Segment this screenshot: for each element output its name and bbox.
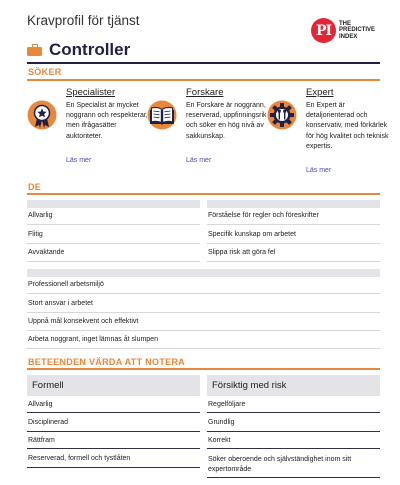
de-left-header-bar [27, 200, 200, 208]
row-divider [207, 224, 380, 225]
row-divider [207, 261, 380, 262]
page-title: Controller [49, 40, 131, 59]
list-item: Korrekt [208, 437, 231, 444]
seeker-name: Specialister [66, 87, 116, 98]
de-full-header-bar [27, 269, 380, 277]
seekers-section-label: SÖKER [28, 67, 62, 77]
seeker-description: En Forskare är noggrann, reserverad, uppfinningsrik och söker en hög nivå av sakkunskap. [186, 102, 267, 140]
read-more-link[interactable]: Läs mer [66, 157, 92, 164]
seekers-divider [27, 79, 380, 81]
gear-tools-icon [267, 100, 297, 130]
list-item: Grundlig [208, 419, 235, 426]
read-more-link[interactable]: Läs mer [306, 167, 332, 174]
seeker-name: Forskare [186, 87, 224, 98]
list-item: Flitig [28, 231, 43, 238]
briefcase-icon [27, 44, 42, 56]
row-divider [27, 348, 380, 349]
medal-star-icon [27, 100, 57, 130]
title-divider [27, 62, 380, 64]
row-divider [27, 431, 200, 432]
behaviors-section-label: BETEENDEN VÄRDA ATT NOTERA [28, 357, 185, 367]
list-item: Slippa risk att göra fel [208, 249, 276, 256]
list-item: Reserverad, formell och tystlåten [28, 455, 131, 462]
row-divider [27, 293, 380, 294]
list-item: Regelföljare [208, 401, 246, 408]
row-divider [27, 261, 200, 262]
seeker-name: Expert [306, 87, 334, 98]
row-divider [27, 243, 200, 244]
list-item: Stort ansvar i arbetet [28, 300, 93, 307]
list-item: Rättfram [28, 437, 55, 444]
row-divider [27, 448, 200, 449]
read-more-link[interactable]: Läs mer [186, 157, 212, 164]
de-right-header-bar [207, 200, 380, 208]
de-section-label: DE [28, 182, 42, 192]
list-item: Söker oberoende och självständighet inom sitt expertområde [208, 456, 352, 473]
open-book-icon [147, 100, 177, 130]
list-item: Allvarlig [28, 212, 53, 219]
row-divider [207, 412, 380, 413]
row-divider [207, 477, 380, 478]
list-item: Professionell arbetsmiljö [28, 281, 104, 288]
list-item: Avvaktande [28, 249, 65, 256]
list-item: Arbeta noggrant, inget lämnas åt slumpen [28, 336, 158, 343]
de-divider [27, 193, 380, 195]
predictive-index-logo [311, 18, 375, 43]
title-row [27, 40, 130, 60]
row-divider [27, 224, 200, 225]
row-divider [207, 431, 380, 432]
behavior-column-formal-title: Formell [27, 375, 200, 396]
list-item: Förståelse för regler och föreskrifter [208, 212, 319, 219]
row-divider [207, 448, 380, 449]
list-item: Specifik kunskap om arbetet [208, 231, 296, 238]
behaviors-divider [27, 368, 380, 370]
row-divider [27, 412, 200, 413]
logo-mark: PI [311, 18, 336, 43]
seeker-description: En Expert är detaljorienterad och konservativ, med förkärlek för hög kvalitet och teknisk expertis. [306, 102, 389, 150]
row-divider [27, 312, 380, 313]
list-item: Uppnå mål konsekvent och effektivt [28, 318, 139, 325]
row-divider [27, 330, 380, 331]
seeker-description: En Specialist är mycket noggrann och respekterar, men ifrågasätter auktoriteter. [66, 102, 148, 140]
logo-wordmark: THE PREDICTIVE INDEX [339, 21, 376, 40]
row-divider [27, 467, 200, 468]
row-divider [207, 243, 380, 244]
list-item: Allvarlig [28, 401, 53, 408]
behavior-column-risk-title: Försiktig med risk [207, 375, 380, 396]
list-item: Disciplinerad [28, 419, 69, 426]
page-subtitle: Kravprofil för tjänst [27, 13, 140, 28]
